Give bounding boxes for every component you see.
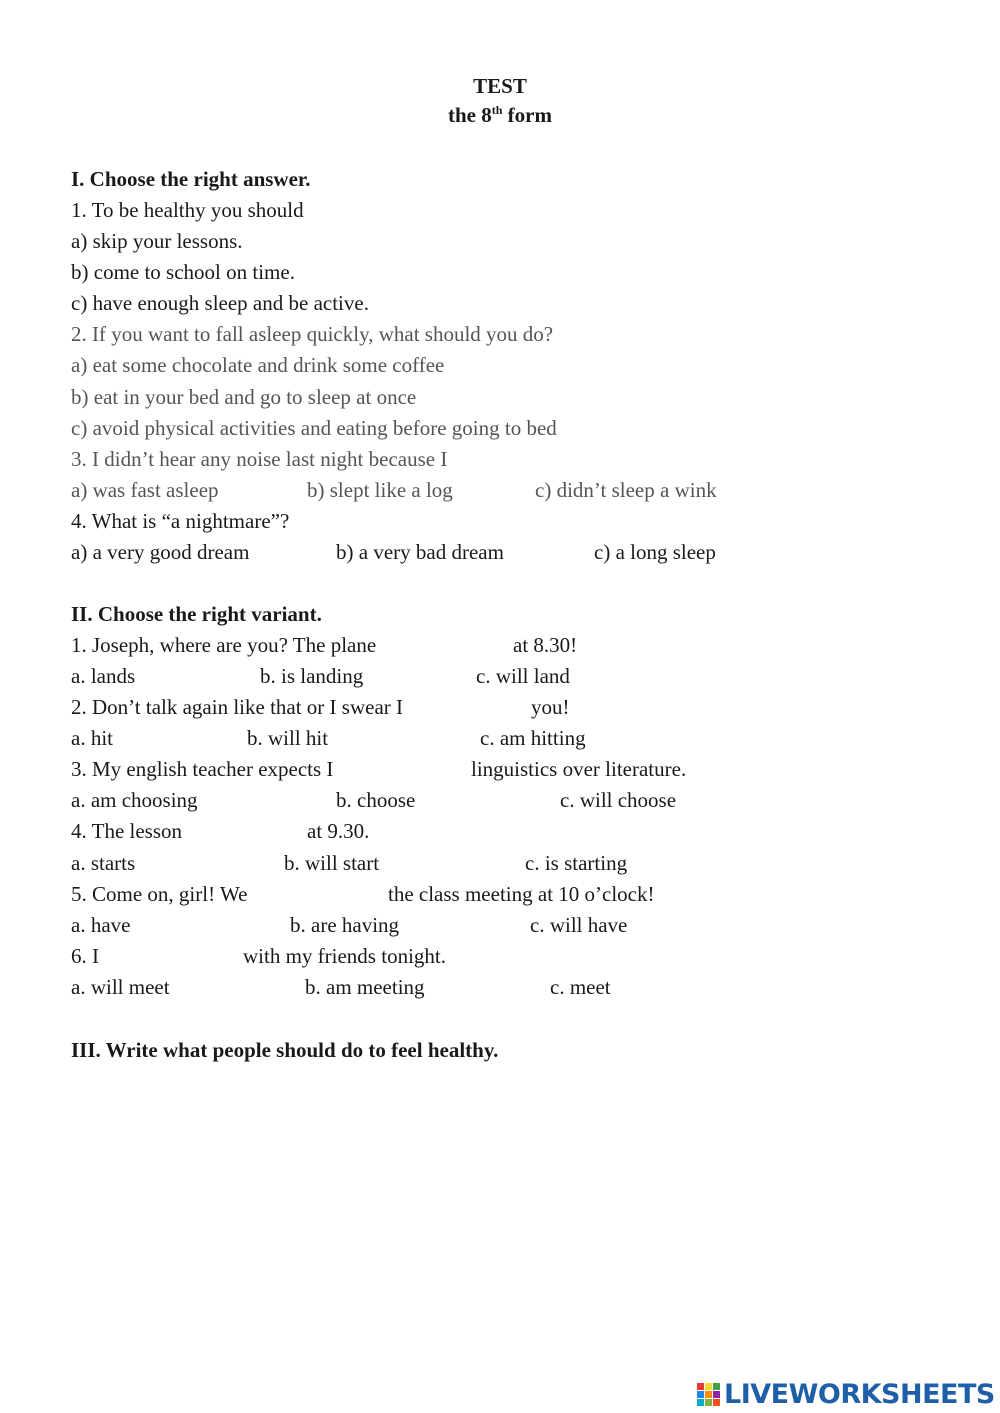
s2-q6-text: 6. I: [71, 944, 99, 968]
subtitle-text: the 8: [448, 103, 492, 127]
s2-q6-option-b[interactable]: b. am meeting: [305, 975, 425, 999]
s2-q2-option-c[interactable]: c. am hitting: [480, 726, 586, 750]
s1-q3-option-c[interactable]: c) didn’t sleep a wink: [535, 478, 717, 502]
s1-q2-option-b[interactable]: b) eat in your bed and go to sleep at once: [71, 385, 417, 409]
s2-q1-option-b[interactable]: b. is landing: [260, 664, 364, 688]
s2-q3-text: 3. My english teacher expects I: [71, 757, 334, 781]
s1-q1-option-b[interactable]: b) come to school on time.: [71, 260, 295, 284]
s1-q4-option-a[interactable]: a) a very good dream: [71, 540, 250, 564]
s1-q4-option-c[interactable]: c) a long sleep: [594, 540, 716, 564]
s2-q2-option-b[interactable]: b. will hit: [247, 726, 329, 750]
s2-q4-option-c[interactable]: c. is starting: [525, 851, 628, 875]
section-1-heading: I. Choose the right answer.: [71, 167, 311, 191]
s1-q1-option-a[interactable]: a) skip your lessons.: [71, 229, 243, 253]
s2-q4-option-a[interactable]: a. starts: [71, 851, 136, 875]
s2-q6-option-c[interactable]: c. meet: [550, 975, 611, 999]
s1-q2-question: 2. If you want to fall asleep quickly, what should you do?: [71, 322, 554, 346]
s2-q3-option-a[interactable]: a. am choosing: [71, 788, 198, 812]
s1-q2-option-a[interactable]: a) eat some chocolate and drink some coffee: [71, 353, 445, 377]
s1-q4-option-b[interactable]: b) a very bad dream: [336, 540, 504, 564]
s2-q5-text-end: the class meeting at 10 o’clock!: [388, 882, 655, 906]
s2-q2-text-end: you!: [531, 695, 570, 719]
s2-q1-option-a[interactable]: a. lands: [71, 664, 136, 688]
s2-q5-text: 5. Come on, girl! We: [71, 882, 248, 906]
s2-q2-text: 2. Don’t talk again like that or I swear I: [71, 695, 404, 719]
s1-q1-option-c[interactable]: c) have enough sleep and be active.: [71, 291, 369, 315]
page-subtitle: [0, 103, 1000, 128]
s2-q5-option-a[interactable]: a. have: [71, 913, 131, 937]
s1-q2-option-c[interactable]: c) avoid physical activities and eating before going to bed: [71, 416, 557, 440]
s1-q3-question: 3. I didn’t hear any noise last night because I: [71, 447, 448, 471]
section-3-heading: III. Write what people should do to feel healthy.: [71, 1038, 499, 1062]
s2-q4-option-b[interactable]: b. will start: [284, 851, 380, 875]
s2-q3-text-end: linguistics over literature.: [471, 757, 687, 781]
s1-q3-option-a[interactable]: a) was fast asleep: [71, 478, 219, 502]
s1-q4-question: 4. What is “a nightmare”?: [71, 509, 290, 533]
s1-q1-question: 1. To be healthy you should: [71, 198, 304, 222]
subtitle-superscript: th: [491, 103, 503, 117]
s2-q4-text: 4. The lesson: [71, 819, 183, 843]
s2-q1-text-end: at 8.30!: [513, 633, 578, 657]
s2-q4-text-end: at 9.30.: [307, 819, 370, 843]
logo-grid-icon: [697, 1383, 720, 1406]
s2-q3-option-c[interactable]: c. will choose: [560, 788, 677, 812]
s2-q1-text: 1. Joseph, where are you? The plane: [71, 633, 377, 657]
s2-q6-text-end: with my friends tonight.: [243, 944, 446, 968]
s1-q3-option-b[interactable]: b) slept like a log: [307, 478, 453, 502]
liveworksheets-brand-text: LIVEWORKSHEETS: [724, 1378, 995, 1410]
s2-q1-option-c[interactable]: c. will land: [476, 664, 570, 688]
s2-q5-option-c[interactable]: c. will have: [530, 913, 628, 937]
page-title: TEST: [473, 74, 527, 98]
liveworksheets-logo: [697, 1378, 995, 1410]
s2-q2-option-a[interactable]: a. hit: [71, 726, 113, 750]
subtitle-suffix: form: [502, 103, 552, 127]
section-2-heading: II. Choose the right variant.: [71, 602, 322, 626]
s2-q3-option-b[interactable]: b. choose: [336, 788, 416, 812]
s2-q5-option-b[interactable]: b. are having: [290, 913, 400, 937]
s2-q6-option-a[interactable]: a. will meet: [71, 975, 170, 999]
